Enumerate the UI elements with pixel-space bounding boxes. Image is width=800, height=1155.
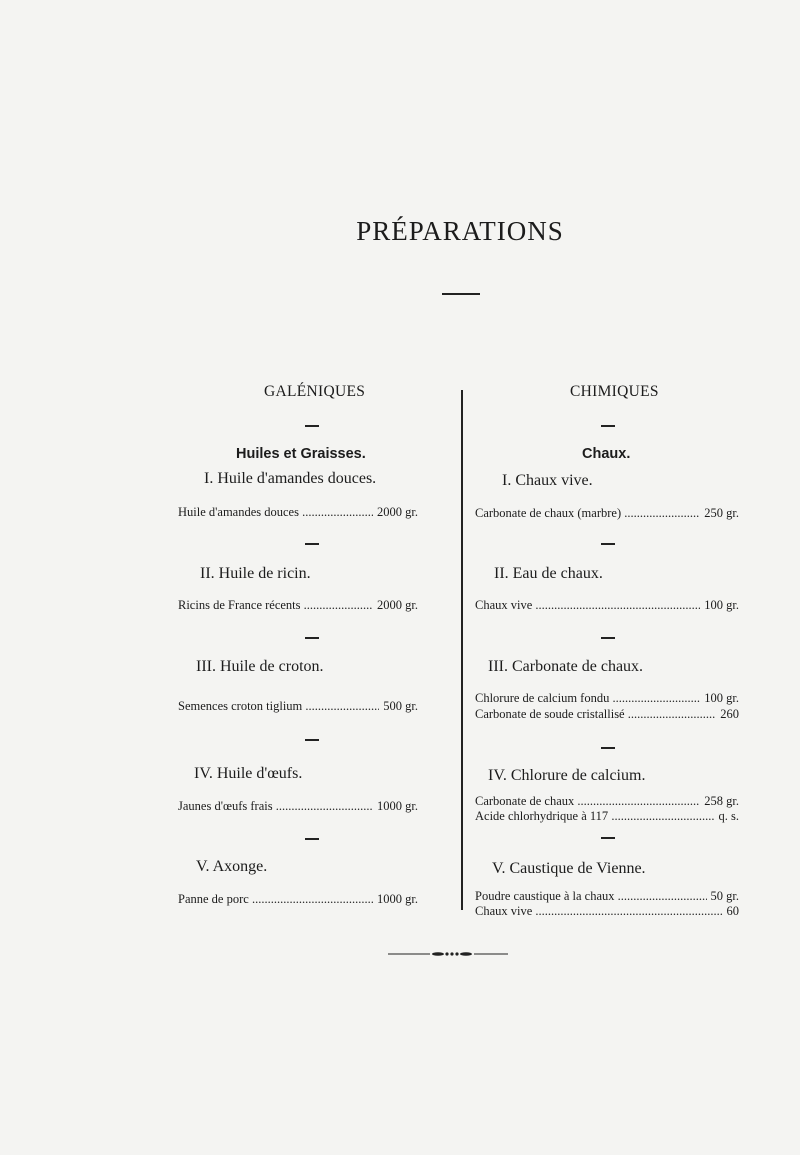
ingredient-row [475,889,739,904]
ingredient-row [475,707,739,722]
item-title: I. Chaux vive. [502,472,593,489]
ingredient-qty: 100 gr. [700,691,739,706]
item-title: II. Huile de ricin. [200,565,311,582]
ingredient-label: Acide chlorhydrique à 117 ..... [475,809,715,824]
ingredient-row [178,892,418,907]
ingredient-row [178,799,418,814]
ingredient-qty: 2000 gr. [373,598,418,613]
ingredient-qty: 258 gr. [700,794,739,809]
ingredient-row [178,598,418,613]
ingredient-row [475,794,739,809]
dash [601,747,615,749]
galeniques-heading: GALÉNIQUES [264,383,366,400]
section-heading-right: Chaux. [582,446,631,462]
ingredient-label: Huile d'amandes douces ..... [178,505,373,520]
item-title: III. Huile de croton. [196,658,324,675]
ornament-rule [388,952,508,956]
dash [601,543,615,545]
dash [601,837,615,839]
item-title: IV. Huile d'œufs. [194,765,303,782]
ingredient-row [475,904,739,919]
ingredient-label: Semences croton tiglium ..... [178,699,379,714]
ingredient-qty: 2000 gr. [373,505,418,520]
chimiques-heading: CHIMIQUES [570,383,659,400]
dash [601,637,615,639]
ingredient-qty: q. s. [715,809,740,824]
ingredient-label: Poudre caustique à la chaux ..... [475,889,707,904]
dash [305,543,319,545]
ingredient-qty: 100 gr. [700,598,739,613]
item-title: V. Caustique de Vienne. [492,860,646,877]
ingredient-label: Carbonate de chaux (marbre) ..... [475,506,700,521]
ingredient-row [178,505,418,520]
section-heading-left: Huiles et Graisses. [236,446,366,462]
ingredient-label: Carbonate de chaux ..... [475,794,700,809]
ingredient-qty: 500 gr. [379,699,418,714]
ingredient-row [475,809,739,824]
dash [305,739,319,741]
ingredient-qty: 1000 gr. [373,892,418,907]
ingredient-label: Chlorure de calcium fondu ..... [475,691,700,706]
ingredient-qty: 60 [723,904,740,919]
ingredient-row [475,691,739,706]
ingredient-label: Chaux vive ..... [475,904,723,919]
column-divider [461,390,463,910]
title-rule [442,293,480,295]
ingredient-qty: 260 [716,707,739,722]
dash [601,425,615,427]
item-title: V. Axonge. [196,858,268,875]
page-title: PRÉPARATIONS [356,216,564,246]
ingredient-label: Carbonate de soude cristallisé ..... [475,707,716,722]
item-title: I. Huile d'amandes douces. [204,470,377,487]
ingredient-qty: 50 gr. [707,889,739,904]
dash [305,838,319,840]
item-title: III. Carbonate de chaux. [488,658,644,675]
dash [305,425,319,427]
ingredient-label: Chaux vive ..... [475,598,700,613]
dash [305,637,319,639]
ingredient-qty: 250 gr. [700,506,739,521]
ingredient-row [475,506,739,521]
ingredient-label: Jaunes d'œufs frais ..... [178,799,373,814]
ingredient-qty: 1000 gr. [373,799,418,814]
ingredient-row [475,598,739,613]
ingredient-label: Panne de porc ..... [178,892,373,907]
ingredient-row [178,699,418,714]
ingredient-label: Ricins de France récents ..... [178,598,373,613]
item-title: IV. Chlorure de calcium. [488,767,646,784]
item-title: II. Eau de chaux. [494,565,603,582]
